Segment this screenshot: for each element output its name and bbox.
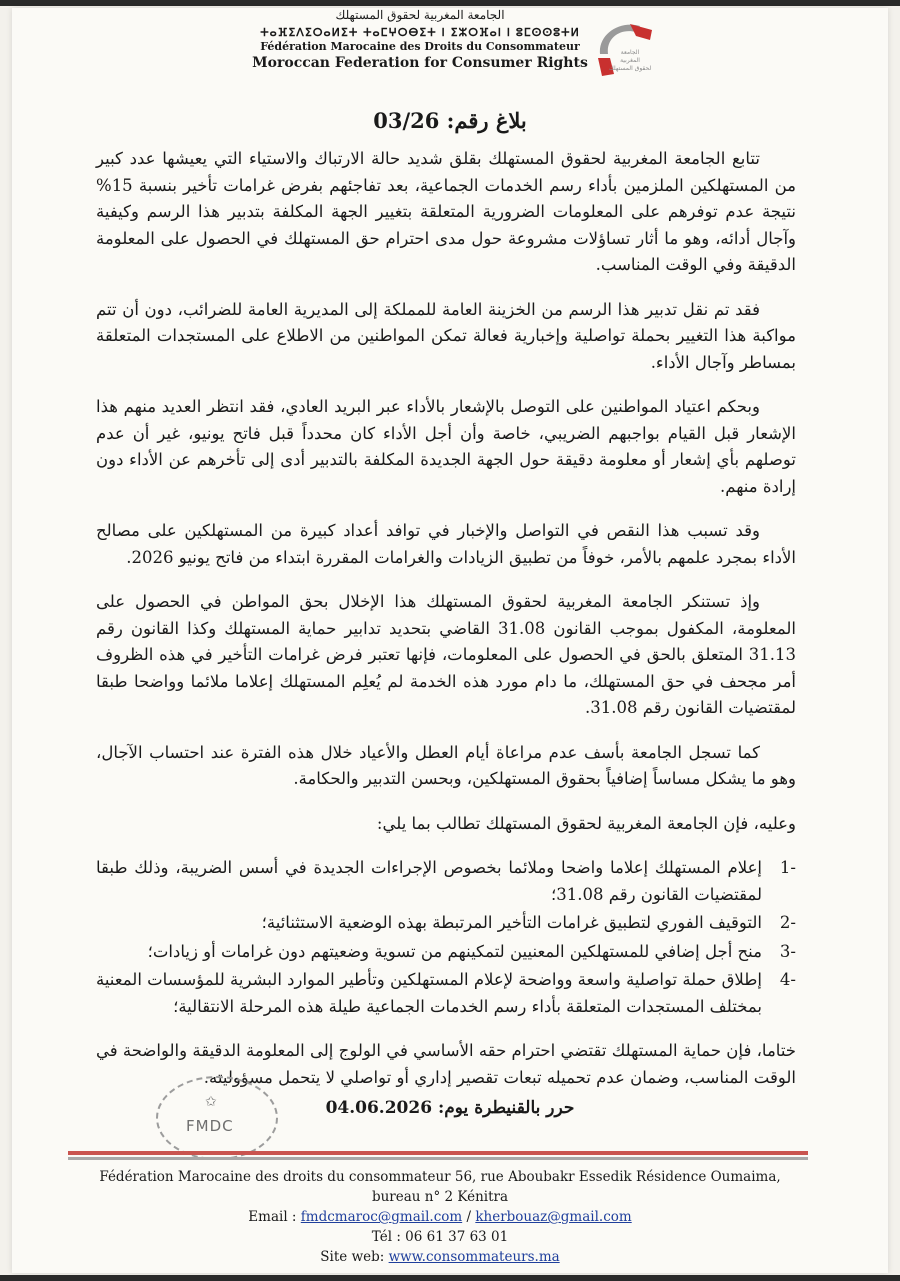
footer-address-line2: bureau n° 2 Kénitra [371,1189,509,1205]
footer-address-line1: Fédération Marocaine des droits du consommateur 56, rue Aboubakr Essedik Résidence Oumaima, [99,1169,781,1185]
paragraph: فقد تم نقل تدبير هذا الرسم من الخزينة العامة للمملكة إلى المديرية العامة للضرائب، دون أن تتم مواكبة هذا التغيير بحملة تواصلية وإخبارية فعالة تمكن المواطنين من الاطلاع على المستجدات المتعلقة بمساطر وآجال الأداء. [96,299,796,372]
list-text: منح أجل إضافي للمستهلكين المعنيين لتمكينهم من تسوية وضعيتهم دون غرامات أو زيادات؛ [147,941,762,961]
paragraph: كما تسجل الجامعة بأسف عدم مراعاة أيام العطل والأعياد خلال هذه الفترة عند احتساب الآجال، وهو ما يشكل مساساً إضافياً بحقوق المستهلكين، وبحسن التدبير والحكامة. [96,742,796,788]
org-name-tifinagh: ⵜⴰⴼⵉⴷⵉⵔⴰⵍⵉⵜ ⵜⴰⵎⵖⵔⴱⵉⵜ ⵏ ⵉⵣⵔⴼⴰⵏ ⵏ ⵓⵎⵙⵙⵓⵜⵍ [260,26,580,39]
paragraph: وقد تسبب هذا النقص في التواصل والإخبار في توافد أعداد كبيرة من المستهلكين على مصالح الأداء بمجرد علمهم بالأمر، خوفاً من تطبيق الزيادات والغرامات المقررة ابتداء من فاتح يونيو 2026. [96,521,796,567]
star-icon: ✩ [205,1094,217,1110]
communique-body [96,146,796,1109]
footer-site-line [90,1247,790,1267]
demands-list [96,855,796,1020]
footer [90,1167,790,1267]
federation-logo-icon [590,14,662,82]
list-item [96,939,796,966]
list-number: -1 [779,858,796,877]
stamp-label: FMDC [186,1117,234,1135]
conclusion: ختاما، فإن حماية المستهلك تقتضي احترام حقه الأساسي في الولوج إلى المعلومة الدقيقة والواضحة في الوقت المناسب، وضمان عدم تحميله تبعات تقصير إداري أو تواصلي لا يتحمل مسؤوليته. [96,1041,796,1087]
footer-phone: Tél : 06 61 37 63 01 [371,1229,509,1245]
list-text: إعلام المستهلك إعلاما واضحا وملائما بخصوص الإجراءات الجديدة في أسس الضريبة، وذلك طبقا لمقتضيات القانون رقم 31.08؛ [96,858,762,904]
email-separator: / [466,1209,472,1225]
footer-email-line [90,1207,790,1227]
paragraph: تتابع الجامعة المغربية لحقوق المستهلك بقلق شديد حالة الارتباك والاستياء التي يعيشها عدد كبير من المستهلكين الملزمين بأداء رسم الخدمات الجماعية، بعد تفاجئهم بفرض غرامات تأخير بنسبة 15% نتيجة عدم توفرهم على المعلومات الضرورية المتعلقة بتغيير الجهة المكلفة بتدبير هذا الرسم وكيفية وآجال أدائه، وهو ما أثار تساؤلات مشروعة حول مدى احترام حق المستهلك في الحصول على المعلومة الدقيقة وفي الوقت المناسب. [96,149,796,274]
date-line: حرر بالقنيطرة يوم: 04.06.2026 [325,1098,575,1118]
list-item [96,967,796,1020]
communique-number: بلاغ رقم: 03/26 [373,108,527,133]
list-text: إطلاق حملة تواصلية واسعة وواضحة لإعلام المستهلكين وتأطير الموارد البشرية للمؤسسات المعنية بمختلف المستجدات المتعلقة بأداء رسم الخدمات الجماعية طيلة هذه المرحلة الانتقالية؛ [95,970,762,1016]
email-link-secondary[interactable]: kherbouaz@gmail.com [475,1209,632,1225]
list-text: التوقيف الفوري لتطبيق غرامات التأخير المرتبطة بهذه الوضعية الاستثنائية؛ [261,913,762,932]
svg-text:المغربية: المغربية [620,57,640,64]
list-number: -3 [779,941,796,961]
list-number: -4 [779,970,796,989]
email-link-primary[interactable]: fmdcmaroc@gmail.com [300,1209,463,1225]
org-name-french: Fédération Marocaine des Droits du Consommateur [260,40,580,53]
footer-divider-gray [68,1157,808,1160]
site-label: Site web: [320,1249,385,1265]
scan-edge-bottom [0,1275,900,1281]
letterhead [200,8,640,71]
svg-text:لحقوق المستهلك: لحقوق المستهلك [608,65,652,72]
email-label: Email : [248,1209,297,1225]
paragraph: وبحكم اعتياد المواطنين على التوصل بالإشعار بالأداء عبر البريد العادي، فقد انتظر العديد منهم هذا الإشعار قبل القيام بواجبهم الضريبي، خاصة وأن أجل الأداء كان محدداً قبل فاتح يونيو، غير أن عدم توصلهم بأي إشعار أو معلومة دقيقة حول الجهة الجديدة المكلفة بالتدبير أدى إلى تأخرهم عن الأداء دون إرادة منهم. [96,397,796,496]
list-number: -2 [779,913,796,932]
paragraph: وإذ تستنكر الجامعة المغربية لحقوق المستهلك هذا الإخلال بحق المواطن في الحصول على المعلومة، المكفول بموجب القانون 31.08 القاضي بتحديد تدابير حماية المستهلك وكذا القانون رقم 31.13 المتعلق بالحق في الحصول على المعلومات، فإنها تعتبر فرض غرامات التأخير في هذه الظروف أمر مجحف في حق المستهلك، ما دام مورد هذه الخدمة لم يُعلِم المستهلك إعلاما ملائما وواضحا طبقا لمقتضيات القانون رقم 31.08. [96,592,796,717]
demands-intro: وعليه، فإن الجامعة المغربية لحقوق المستهلك تطالب بما يلي: [376,813,796,833]
footer-divider-red [68,1151,808,1155]
scan-edge-top [0,0,900,6]
list-item [96,910,796,937]
list-item [96,855,796,908]
svg-text:الجامعة: الجامعة [620,49,640,56]
org-name-english: Moroccan Federation for Consumer Rights [252,55,588,71]
website-link[interactable]: www.consommateurs.ma [388,1249,560,1265]
org-name-arabic: الجامعة المغربية لحقوق المستهلك [335,8,505,22]
